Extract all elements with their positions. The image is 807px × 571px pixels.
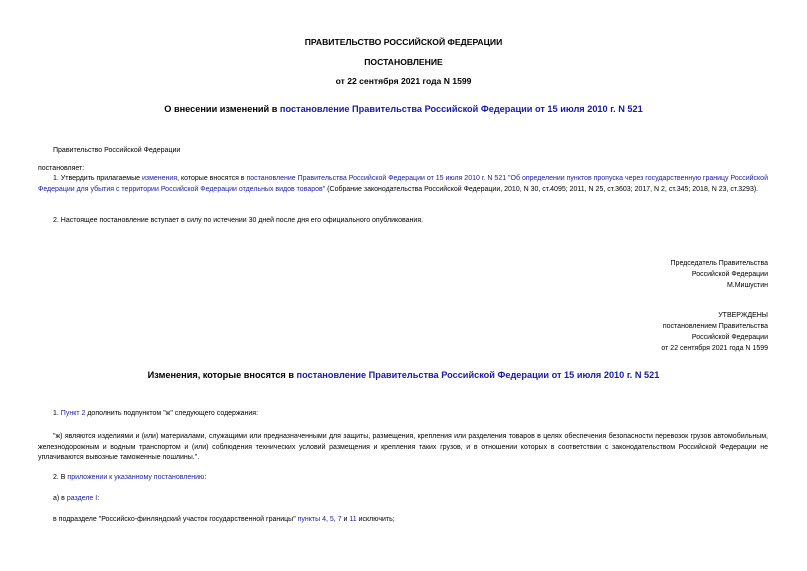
signature-country: Российской Федерации [691, 271, 768, 278]
subsection-separator: , [326, 516, 330, 523]
subsection-prefix: в подразделе "Российско-финляндский участок государственной границы" [53, 516, 298, 523]
point-5-link[interactable]: 5 [329, 516, 334, 523]
approval-line-3: Российской Федерации [691, 334, 768, 341]
point-7-link[interactable]: 7 [337, 516, 342, 523]
document-title-prefix: О внесении изменений в [164, 104, 280, 114]
signature-block [560, 258, 768, 291]
changes-title [0, 370, 807, 380]
p1-text-a: 1. Утвердить прилагаемые [53, 175, 142, 182]
point-11-link[interactable]: 11 [349, 516, 357, 523]
sub-a-suffix: : [97, 495, 100, 502]
p1-text-c: (Собрание законодательства Российской Федерации, 2010, N 30, ст.4095; 2011, N 25, ст.3603; 2017, N 2, ст.345; 2018, N 23, ст.3293). [325, 185, 759, 193]
point-2-link[interactable]: Пункт 2 [60, 410, 86, 417]
subsection-separator: , [333, 516, 338, 523]
paragraph-1 [38, 174, 768, 195]
item-1-text: дополнить подпунктом "ж" следующего содержания: [85, 410, 259, 417]
approval-line-1: УТВЕРЖДЕНЫ [718, 312, 768, 319]
appendix-link[interactable]: приложении к указанному постановлению [67, 474, 205, 481]
changes-decree-link[interactable]: постановление Правительства Российской Федерации от 15 июля 2010 г. N 521 [296, 370, 660, 380]
subsection-and: и [341, 516, 350, 523]
points-4-link[interactable]: пункты 4 [297, 516, 326, 523]
changes-link[interactable]: изменения [141, 175, 178, 182]
changes-title-prefix: Изменения, которые вносятся в [147, 370, 297, 380]
document-title [0, 104, 807, 114]
item-1 [53, 409, 258, 420]
item-2-prefix: 2. В [53, 474, 68, 481]
signature-position: Председатель Правительства [670, 260, 768, 267]
approval-line-2: постановлением Правительства [662, 323, 768, 330]
approval-line-4: от 22 сентября 2021 года N 1599 [661, 345, 768, 352]
decree-521-link[interactable]: постановление Правительства Российской Федерации от 15 июля 2010 г. N 521 "Об определении пунктов пропуска через государственную границу Российской Федерации для убытия с территории Российской Федерации отдельных видов товаров" [38, 175, 768, 193]
p1-text-b: , которые вносятся в [177, 175, 247, 182]
decrees-text: постановляет: [38, 165, 85, 172]
item-1-number: 1. [53, 410, 61, 417]
subsection-suffix: исключить; [356, 516, 395, 523]
sub-a-prefix: а) в [53, 495, 67, 502]
quoted-subpoint: "ж) являются изделиями и (или) материалами, служащими или предназначенными для защиты, размещения, крепления или разделения товаров в целях обеспечения безопасности перевозок грузов автомобильным, железнодорожным и водным транспортом и (или) соблюдения технических условий размещения и крепления таких грузов, и в отношении которых в соответствии с законодательством Российской Федерации не уплачиваются вывозные таможенные пошлины.". [38, 433, 768, 462]
item-2 [53, 473, 206, 484]
government-heading: ПРАВИТЕЛЬСТВО РОССИЙСКОЙ ФЕДЕРАЦИИ [304, 37, 503, 47]
paragraph-2: 2. Настоящее постановление вступает в силу по истечении 30 дней после дня его официального опубликования. [53, 217, 424, 224]
sub-item-a [53, 494, 99, 505]
approval-block [560, 310, 768, 354]
subsection-line [53, 515, 395, 526]
signature-name: М.Мишустин [726, 282, 768, 289]
item-2-suffix: : [204, 474, 207, 481]
amended-decree-link[interactable]: постановление Правительства Российской Федерации от 15 июля 2010 г. N 521 [279, 104, 643, 114]
document-type-heading: ПОСТАНОВЛЕНИЕ [364, 57, 443, 67]
document-date-number: от 22 сентября 2021 года N 1599 [335, 76, 472, 86]
section-1-link[interactable]: разделе I [66, 495, 98, 502]
issuer-text: Правительство Российской Федерации [53, 147, 181, 154]
